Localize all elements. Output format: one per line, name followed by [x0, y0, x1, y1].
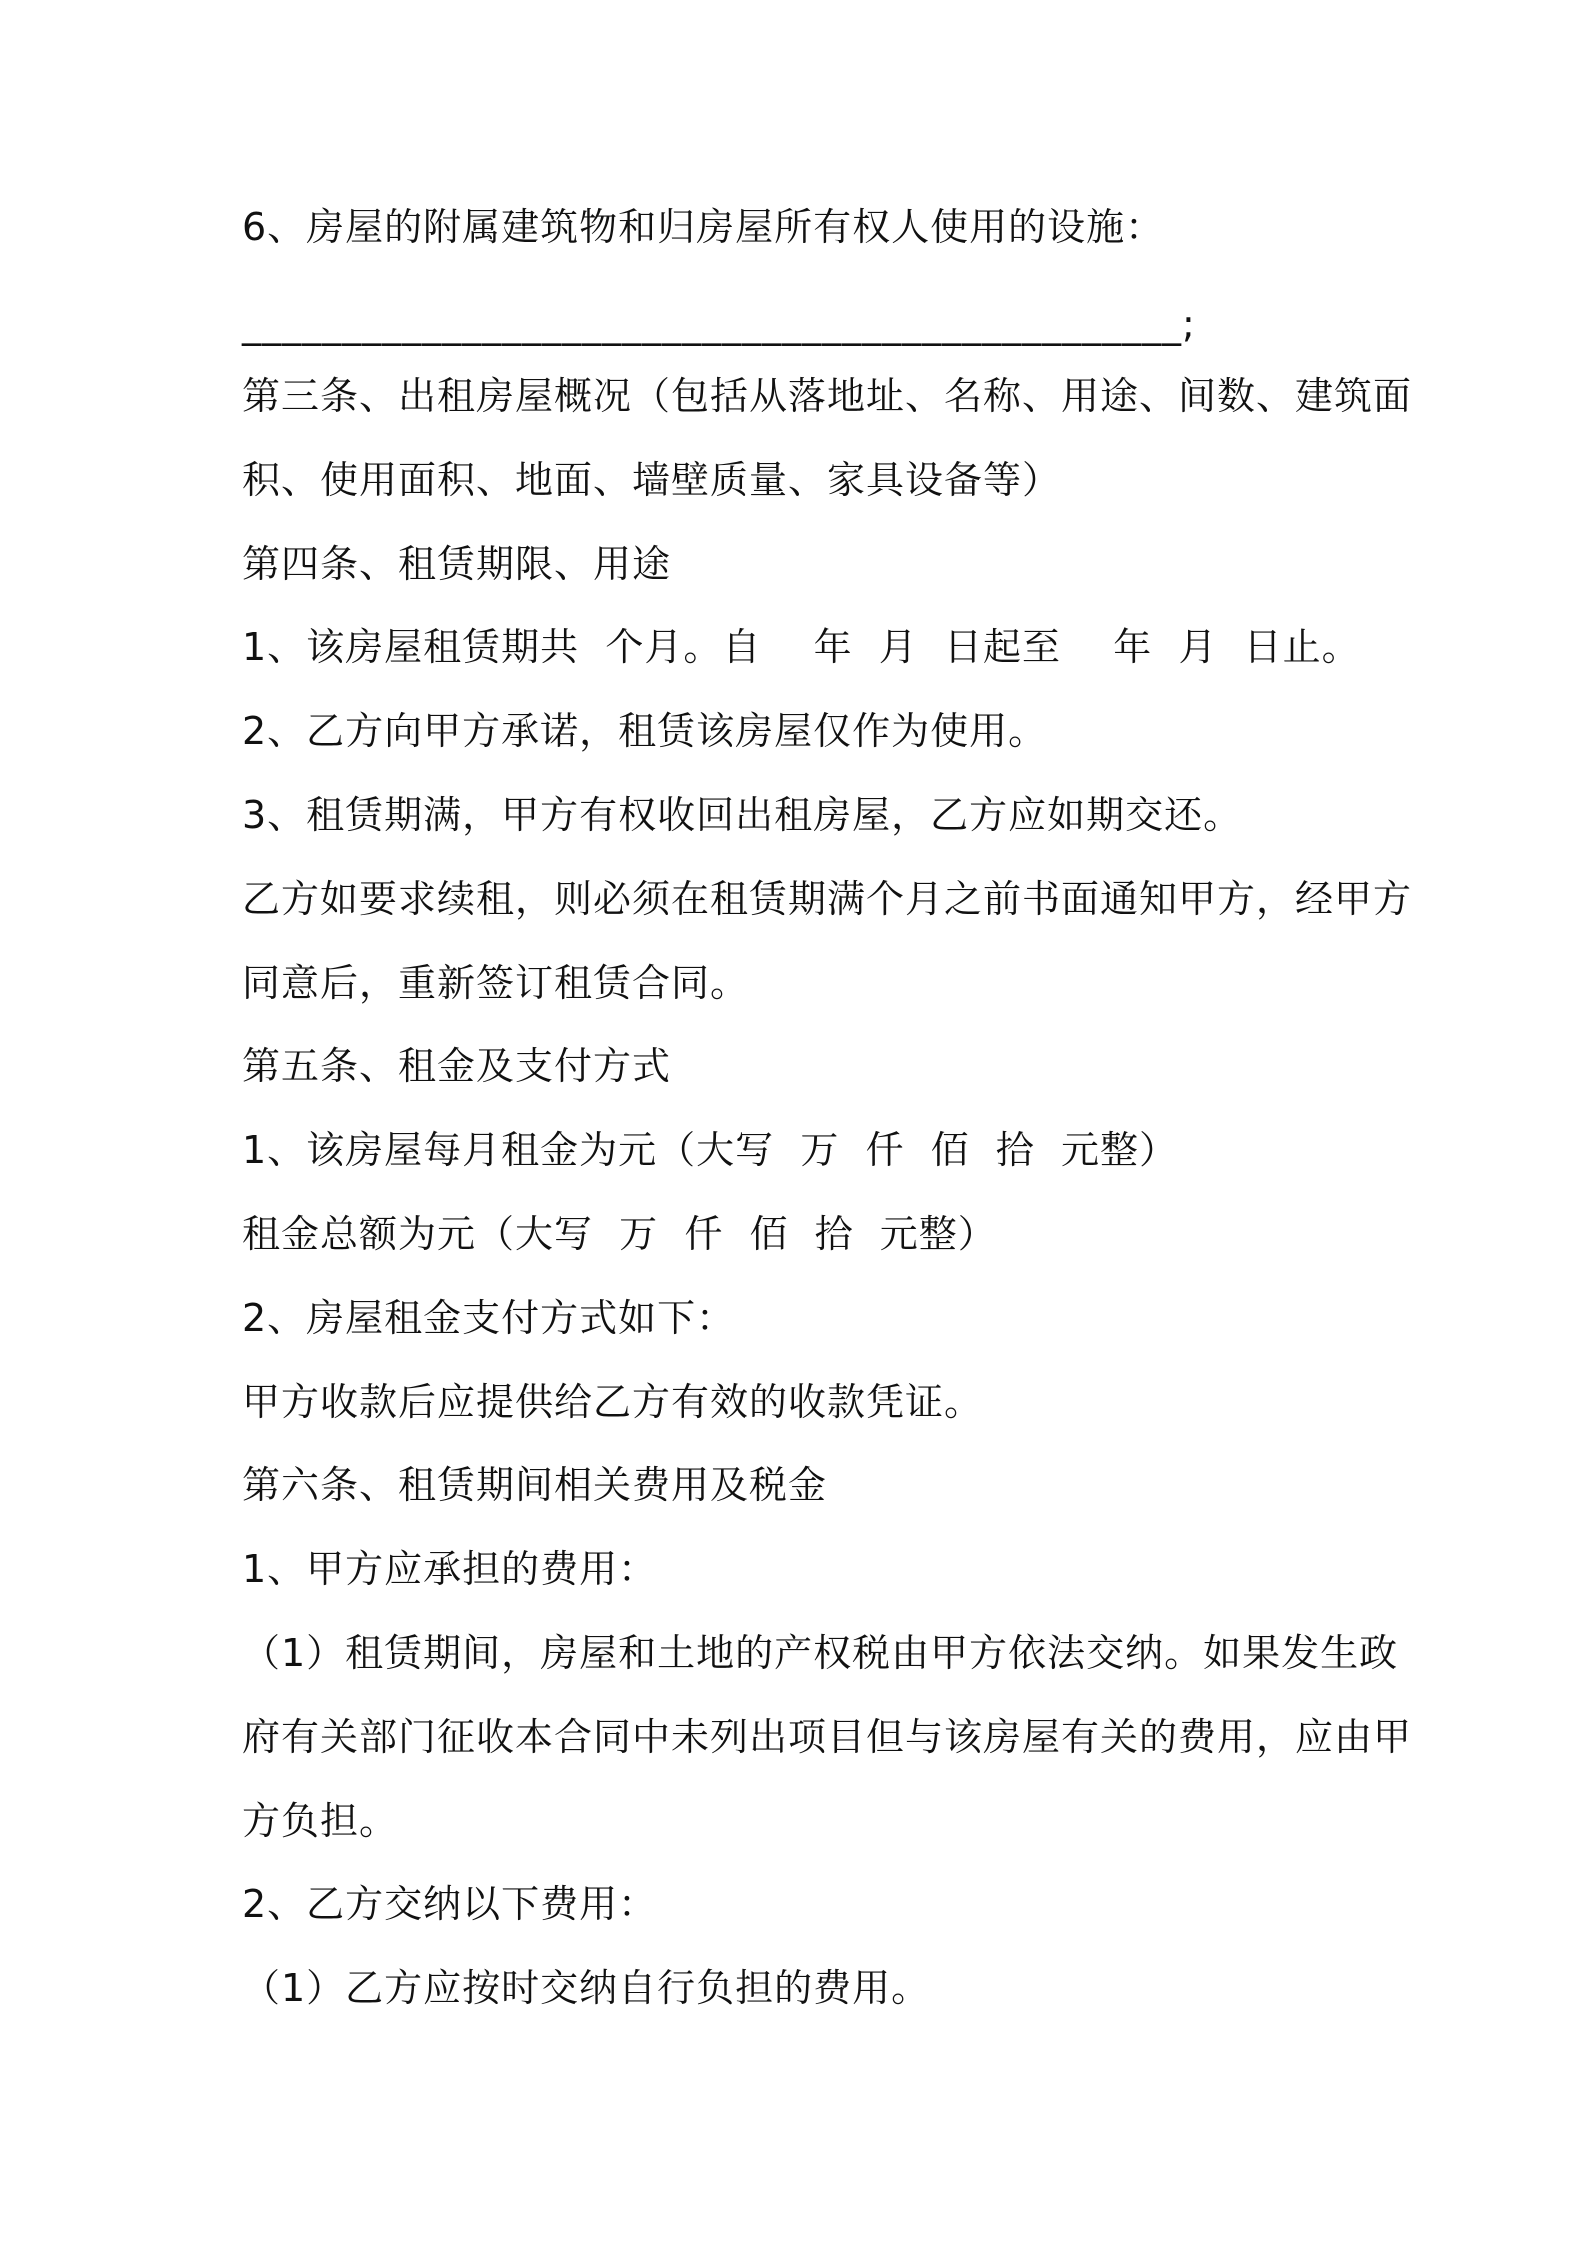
article-6-item-1: 1、甲方应承担的费用： [242, 1547, 658, 1591]
article-5-heading: 第五条、租金及支付方式 [242, 1044, 672, 1088]
article-6-heading: 第六条、租赁期间相关费用及税金 [242, 1463, 828, 1507]
renewal-paragraph-continued: 同意后，重新签订租赁合同。 [242, 961, 750, 1005]
article-6-item-1-sub-1-end: 方负担。 [242, 1799, 399, 1843]
article-5-item-2: 2、房屋租金支付方式如下： [242, 1296, 736, 1340]
total-rent-line: 租金总额为元（大写 万 仟 佰 拾 元整） [242, 1212, 997, 1256]
article-3-heading-continued: 积、使用面积、地面、墙壁质量、家具设备等） [242, 458, 1062, 502]
clause-3-item-6-facilities: 6、房屋的附属建筑物和归房屋所有权人使用的设施： [242, 205, 1165, 249]
article-4-heading: 第四条、租赁期限、用途 [242, 542, 672, 586]
article-4-item-1: 1、该房屋租赁期共 个月。自 年 月 日起至 年 月 日止。 [242, 625, 1361, 669]
article-4-item-3: 3、租赁期满，甲方有权收回出租房屋，乙方应如期交还。 [242, 793, 1243, 837]
fill-in-blank-line: _______________________________________________; [242, 302, 1196, 346]
article-3-heading: 第三条、出租房屋概况（包括从落地址、名称、用途、间数、建筑面 [242, 374, 1413, 418]
renewal-paragraph: 乙方如要求续租，则必须在租赁期满个月之前书面通知甲方，经甲方 [242, 877, 1413, 921]
article-6-item-2: 2、乙方交纳以下费用： [242, 1882, 658, 1926]
article-6-item-2-sub-1: （1）乙方应按时交纳自行负担的费用。 [242, 1966, 931, 2010]
receipt-paragraph: 甲方收款后应提供给乙方有效的收款凭证。 [242, 1380, 984, 1424]
article-6-item-1-sub-1: （1）租赁期间，房屋和土地的产权税由甲方依法交纳。如果发生政 [242, 1631, 1399, 1675]
article-6-item-1-sub-1-continued: 府有关部门征收本合同中未列出项目但与该房屋有关的费用，应由甲 [242, 1715, 1413, 1759]
article-5-item-1: 1、该房屋每月租金为元（大写 万 仟 佰 拾 元整） [242, 1128, 1178, 1172]
article-4-item-2: 2、乙方向甲方承诺，租赁该房屋仅作为使用。 [242, 709, 1048, 753]
